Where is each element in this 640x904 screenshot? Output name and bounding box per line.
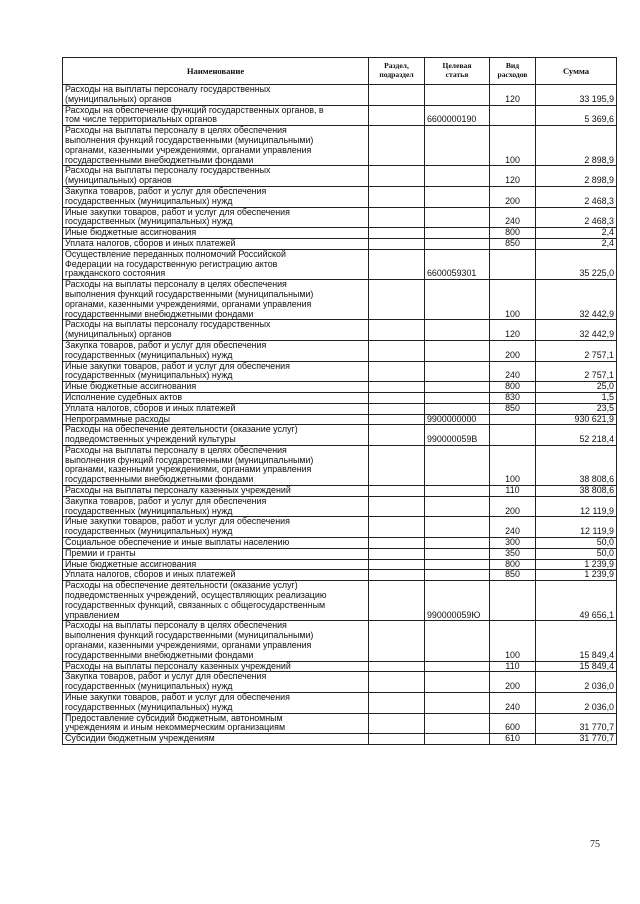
- row-target: [425, 228, 490, 239]
- row-name: Уплата налогов, сборов и иных платежей: [63, 403, 369, 414]
- row-kind: 120: [490, 85, 536, 106]
- page-number: 75: [590, 839, 600, 850]
- row-target: 6600059301: [425, 249, 490, 279]
- row-target: 6600000190: [425, 105, 490, 126]
- row-kind: 100: [490, 126, 536, 166]
- row-target: [425, 238, 490, 249]
- row-target: [425, 126, 490, 166]
- row-name: Иные закупки товаров, работ и услуг для обеспечения государственных (муниципальных) нужд: [63, 207, 369, 228]
- row-target: [425, 445, 490, 485]
- table-row: [63, 392, 617, 403]
- row-section: [369, 713, 425, 734]
- row-target: [425, 621, 490, 661]
- row-target: [425, 496, 490, 517]
- row-kind: 110: [490, 661, 536, 672]
- row-sum: 12 119,9: [536, 517, 617, 538]
- row-name: Расходы на выплаты персоналу государственных (муниципальных) органов: [63, 320, 369, 341]
- row-sum: 5 369,6: [536, 105, 617, 126]
- row-kind: 610: [490, 734, 536, 745]
- row-sum: 25,0: [536, 382, 617, 393]
- table-row: [63, 280, 617, 320]
- row-sum: 2 036,0: [536, 672, 617, 693]
- header-name: Наименование: [63, 58, 369, 85]
- row-name: Закупка товаров, работ и услуг для обеспечения государственных (муниципальных) нужд: [63, 496, 369, 517]
- row-name: Закупка товаров, работ и услуг для обеспечения государственных (муниципальных) нужд: [63, 340, 369, 361]
- row-target: [425, 713, 490, 734]
- row-name: Иные закупки товаров, работ и услуг для обеспечения государственных (муниципальных) нужд: [63, 517, 369, 538]
- row-kind: 200: [490, 340, 536, 361]
- table-row: [63, 186, 617, 207]
- table-row: [63, 105, 617, 126]
- row-name: Иные закупки товаров, работ и услуг для обеспечения государственных (муниципальных) нужд: [63, 693, 369, 714]
- row-section: [369, 496, 425, 517]
- table-row: [63, 414, 617, 425]
- row-target: [425, 361, 490, 382]
- row-kind: 850: [490, 403, 536, 414]
- row-section: [369, 621, 425, 661]
- row-section: [369, 126, 425, 166]
- row-section: [369, 340, 425, 361]
- table-header-row: [63, 58, 617, 85]
- budget-sheet: [62, 57, 616, 745]
- row-sum: 31 770,7: [536, 713, 617, 734]
- row-target: [425, 570, 490, 581]
- header-sum: Сумма: [536, 58, 617, 85]
- row-sum: 50,0: [536, 548, 617, 559]
- row-sum: 32 442,9: [536, 320, 617, 341]
- row-kind: 100: [490, 445, 536, 485]
- row-kind: 200: [490, 672, 536, 693]
- row-name: Расходы на выплаты персоналу казенных учреждений: [63, 661, 369, 672]
- row-section: [369, 361, 425, 382]
- row-name: Исполнение судебных актов: [63, 392, 369, 403]
- row-kind: 120: [490, 166, 536, 187]
- row-section: [369, 414, 425, 425]
- row-name: Уплата налогов, сборов и иных платежей: [63, 570, 369, 581]
- row-section: [369, 486, 425, 497]
- row-section: [369, 403, 425, 414]
- row-sum: 31 770,7: [536, 734, 617, 745]
- row-section: [369, 425, 425, 446]
- table-row: [63, 425, 617, 446]
- row-kind: 830: [490, 392, 536, 403]
- row-sum: 52 218,4: [536, 425, 617, 446]
- row-kind: [490, 581, 536, 621]
- row-target: [425, 517, 490, 538]
- table-row: [63, 228, 617, 239]
- row-target: [425, 85, 490, 106]
- row-section: [369, 238, 425, 249]
- table-row: [63, 548, 617, 559]
- table-row: [63, 238, 617, 249]
- row-sum: 2 898,9: [536, 126, 617, 166]
- row-name: Социальное обеспечение и иные выплаты населению: [63, 538, 369, 549]
- table-row: [63, 693, 617, 714]
- row-target: [425, 486, 490, 497]
- table-row: [63, 207, 617, 228]
- row-section: [369, 249, 425, 279]
- row-section: [369, 320, 425, 341]
- row-target: [425, 403, 490, 414]
- row-kind: 110: [490, 486, 536, 497]
- row-target: [425, 166, 490, 187]
- table-row: [63, 445, 617, 485]
- row-name: Осуществление переданных полномочий Российской Федерации на государственную регистрацию актов гражданского состояния: [63, 249, 369, 279]
- table-row: [63, 85, 617, 106]
- table-row: [63, 559, 617, 570]
- table-row: [63, 661, 617, 672]
- header-kind: Вид расходов: [490, 58, 536, 85]
- row-section: [369, 85, 425, 106]
- row-sum: 2 468,3: [536, 207, 617, 228]
- row-name: Иные бюджетные ассигнования: [63, 382, 369, 393]
- row-kind: 200: [490, 496, 536, 517]
- row-section: [369, 548, 425, 559]
- table-row: [63, 672, 617, 693]
- table-row: [63, 166, 617, 187]
- table-row: [63, 382, 617, 393]
- header-target: Целевая статья: [425, 58, 490, 85]
- row-target: [425, 734, 490, 745]
- row-sum: 1,5: [536, 392, 617, 403]
- row-sum: 2 898,9: [536, 166, 617, 187]
- row-name: Иные бюджетные ассигнования: [63, 228, 369, 239]
- row-kind: 100: [490, 280, 536, 320]
- row-section: [369, 228, 425, 239]
- row-section: [369, 570, 425, 581]
- table-row: [63, 403, 617, 414]
- row-target: [425, 186, 490, 207]
- row-target: [425, 392, 490, 403]
- row-target: [425, 538, 490, 549]
- row-section: [369, 166, 425, 187]
- row-target: [425, 661, 490, 672]
- row-kind: 100: [490, 621, 536, 661]
- row-name: Расходы на обеспечение деятельности (оказание услуг) подведомственных учреждений культуры: [63, 425, 369, 446]
- row-target: [425, 548, 490, 559]
- row-section: [369, 538, 425, 549]
- table-row: [63, 320, 617, 341]
- row-kind: 300: [490, 538, 536, 549]
- row-sum: 1 239,9: [536, 559, 617, 570]
- row-sum: 1 239,9: [536, 570, 617, 581]
- row-section: [369, 672, 425, 693]
- row-name: Субсидии бюджетным учреждениям: [63, 734, 369, 745]
- row-kind: 800: [490, 559, 536, 570]
- row-target: [425, 280, 490, 320]
- row-section: [369, 280, 425, 320]
- row-sum: 12 119,9: [536, 496, 617, 517]
- row-sum: 930 621,9: [536, 414, 617, 425]
- row-kind: 850: [490, 238, 536, 249]
- row-name: Расходы на выплаты персоналу государственных (муниципальных) органов: [63, 166, 369, 187]
- row-sum: 38 808,6: [536, 486, 617, 497]
- table-row: [63, 517, 617, 538]
- row-name: Закупка товаров, работ и услуг для обеспечения государственных (муниципальных) нужд: [63, 672, 369, 693]
- budget-table: [62, 57, 617, 745]
- table-row: [63, 581, 617, 621]
- table-row: [63, 340, 617, 361]
- row-name: Непрограммные расходы: [63, 414, 369, 425]
- table-row: [63, 713, 617, 734]
- row-section: [369, 693, 425, 714]
- row-kind: 240: [490, 693, 536, 714]
- row-target: [425, 340, 490, 361]
- row-section: [369, 207, 425, 228]
- row-kind: 800: [490, 382, 536, 393]
- row-kind: 240: [490, 207, 536, 228]
- row-name: Расходы на выплаты персоналу казенных учреждений: [63, 486, 369, 497]
- table-row: [63, 126, 617, 166]
- row-sum: 38 808,6: [536, 445, 617, 485]
- row-target: [425, 559, 490, 570]
- row-sum: 15 849,4: [536, 661, 617, 672]
- row-name: Расходы на выплаты персоналу в целях обеспечения выполнения функций государственными (муниципальными) органами, казенными учреждениями, органами управления государственными внебюджетными фондами: [63, 126, 369, 166]
- row-sum: 33 195,9: [536, 85, 617, 106]
- row-section: [369, 661, 425, 672]
- table-row: [63, 361, 617, 382]
- table-row: [63, 249, 617, 279]
- row-kind: [490, 425, 536, 446]
- row-section: [369, 382, 425, 393]
- row-name: Премии и гранты: [63, 548, 369, 559]
- row-sum: 2 757,1: [536, 361, 617, 382]
- row-kind: 600: [490, 713, 536, 734]
- row-target: [425, 207, 490, 228]
- table-row: [63, 496, 617, 517]
- row-name: Иные бюджетные ассигнования: [63, 559, 369, 570]
- row-sum: 49 656,1: [536, 581, 617, 621]
- row-kind: 120: [490, 320, 536, 341]
- row-section: [369, 105, 425, 126]
- row-sum: 35 225,0: [536, 249, 617, 279]
- row-section: [369, 517, 425, 538]
- row-sum: 23,5: [536, 403, 617, 414]
- row-name: Расходы на обеспечение деятельности (оказание услуг) подведомственных учреждений, осуществляющих реализацию государственных функций, связанных с общегосударственным управлением: [63, 581, 369, 621]
- row-kind: [490, 105, 536, 126]
- table-row: [63, 486, 617, 497]
- row-section: [369, 392, 425, 403]
- row-sum: 2 468,3: [536, 186, 617, 207]
- row-target: [425, 672, 490, 693]
- row-sum: 2,4: [536, 228, 617, 239]
- row-kind: [490, 414, 536, 425]
- row-sum: 2 757,1: [536, 340, 617, 361]
- row-kind: [490, 249, 536, 279]
- header-section: Раздел, подраздел: [369, 58, 425, 85]
- row-section: [369, 186, 425, 207]
- row-name: Предоставление субсидий бюджетным, автономным учреждениям и иным некоммерческим организациям: [63, 713, 369, 734]
- row-kind: 800: [490, 228, 536, 239]
- row-name: Закупка товаров, работ и услуг для обеспечения государственных (муниципальных) нужд: [63, 186, 369, 207]
- table-row: [63, 621, 617, 661]
- row-kind: 240: [490, 361, 536, 382]
- row-section: [369, 559, 425, 570]
- row-name: Расходы на выплаты персоналу в целях обеспечения выполнения функций государственными (муниципальными) органами, казенными учреждениями, органами управления государственными внебюджетными фондами: [63, 621, 369, 661]
- row-section: [369, 581, 425, 621]
- table-body: [63, 85, 617, 745]
- table-row: [63, 734, 617, 745]
- table-row: [63, 538, 617, 549]
- row-target: 990000059Ю: [425, 581, 490, 621]
- row-sum: 2 036,0: [536, 693, 617, 714]
- row-name: Уплата налогов, сборов и иных платежей: [63, 238, 369, 249]
- table-row: [63, 570, 617, 581]
- row-name: Расходы на обеспечение функций государственных органов, в том числе территориальных органов: [63, 105, 369, 126]
- row-target: 990000059В: [425, 425, 490, 446]
- row-target: 9900000000: [425, 414, 490, 425]
- row-name: Иные закупки товаров, работ и услуг для обеспечения государственных (муниципальных) нужд: [63, 361, 369, 382]
- row-kind: 350: [490, 548, 536, 559]
- row-sum: 15 849,4: [536, 621, 617, 661]
- row-name: Расходы на выплаты персоналу государственных (муниципальных) органов: [63, 85, 369, 106]
- row-target: [425, 320, 490, 341]
- row-name: Расходы на выплаты персоналу в целях обеспечения выполнения функций государственными (муниципальными) органами, казенными учреждениями, органами управления государственными внебюджетными фондами: [63, 445, 369, 485]
- row-sum: 2,4: [536, 238, 617, 249]
- row-target: [425, 693, 490, 714]
- row-name: Расходы на выплаты персоналу в целях обеспечения выполнения функций государственными (муниципальными) органами, казенными учреждениями, органами управления государственными внебюджетными фондами: [63, 280, 369, 320]
- row-target: [425, 382, 490, 393]
- row-kind: 200: [490, 186, 536, 207]
- row-section: [369, 734, 425, 745]
- row-kind: 240: [490, 517, 536, 538]
- row-kind: 850: [490, 570, 536, 581]
- row-sum: 32 442,9: [536, 280, 617, 320]
- row-sum: 50,0: [536, 538, 617, 549]
- row-section: [369, 445, 425, 485]
